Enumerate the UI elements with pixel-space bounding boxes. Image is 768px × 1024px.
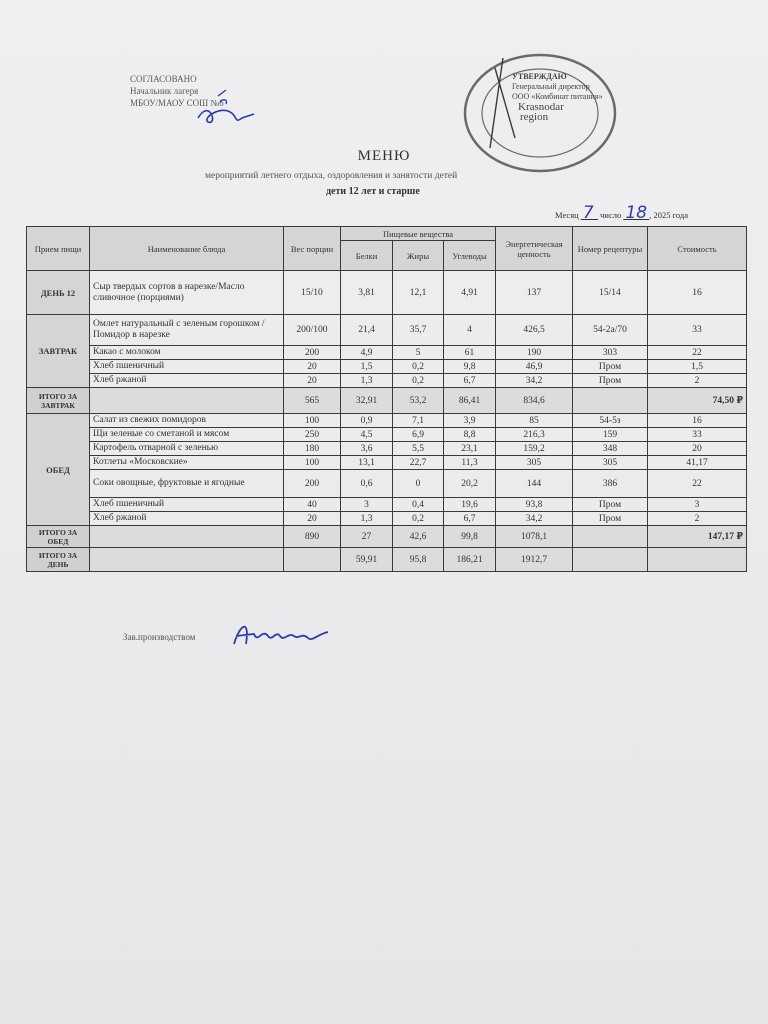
- menu-table: [26, 226, 747, 572]
- dish-name: Салат из свежих помидоров: [90, 414, 284, 428]
- dish-cost: 20: [648, 442, 747, 456]
- approval-signature: [190, 88, 260, 133]
- dish-weight: 180: [284, 442, 341, 456]
- dish-carbs: 19,6: [444, 498, 496, 512]
- lunch-row: [27, 442, 747, 456]
- dish-protein: 13,1: [341, 456, 393, 470]
- dish-energy: 34,2: [496, 374, 573, 388]
- total-empty-recipe: [573, 388, 648, 414]
- dish-recipe: 159: [573, 428, 648, 442]
- dish-energy: 305: [496, 456, 573, 470]
- dish-carbs: 3,9: [444, 414, 496, 428]
- dish-fat: 7,1: [393, 414, 444, 428]
- total-empty-recipe: [573, 526, 648, 548]
- approval-school: МБОУ/МАОУ СОШ №6: [130, 98, 224, 108]
- day-total-energy: 1912,7: [496, 548, 573, 572]
- footer-signature: [228, 614, 338, 654]
- dish-fat: 0,4: [393, 498, 444, 512]
- dish-weight: 20: [284, 360, 341, 374]
- dish-cost: 33: [648, 428, 747, 442]
- dish-name: Соки овощные, фруктовые и ягодные: [90, 470, 284, 498]
- dish-fat: 35,7: [393, 315, 444, 346]
- dish-weight: 100: [284, 456, 341, 470]
- header-weight: Вес порции: [284, 227, 341, 271]
- date-line: Месяц 7 число 18 , 2025 года: [555, 203, 688, 223]
- dish-carbs: 61: [444, 346, 496, 360]
- dish-weight: 100: [284, 414, 341, 428]
- total-protein: 27: [341, 526, 393, 548]
- day-total-empty-cost: [648, 548, 747, 572]
- dish-weight: 200/100: [284, 315, 341, 346]
- day-total-row: [27, 548, 747, 572]
- dish-carbs: 9,8: [444, 360, 496, 374]
- dish-energy: 85: [496, 414, 573, 428]
- header-dish: Наименование блюда: [90, 227, 284, 271]
- header-meal: Прием пищи: [27, 227, 90, 271]
- lunch-row: [27, 456, 747, 470]
- dish-weight: 20: [284, 374, 341, 388]
- dish-protein: 1,3: [341, 512, 393, 526]
- dish-protein: 0,6: [341, 470, 393, 498]
- dish-weight: 40: [284, 498, 341, 512]
- dish-protein: 0,9: [341, 414, 393, 428]
- dish-protein: 1,3: [341, 374, 393, 388]
- dish-cost: 22: [648, 470, 747, 498]
- breakfast-row: [27, 360, 747, 374]
- dish-carbs: 11,3: [444, 456, 496, 470]
- dish-protein: 4,9: [341, 346, 393, 360]
- dish-protein: 3: [341, 498, 393, 512]
- stamp-line-5: region: [520, 111, 549, 123]
- dish-weight: 250: [284, 428, 341, 442]
- dish-name: Котлеты «Московские»: [90, 456, 284, 470]
- breakfast-total-label: ИТОГО ЗА ЗАВТРАК: [27, 388, 90, 414]
- dish-cost: 22: [648, 346, 747, 360]
- dish-weight: 200: [284, 470, 341, 498]
- breakfast-total-row: [27, 388, 747, 414]
- dish-protein: 1,5: [341, 360, 393, 374]
- total-energy: 1078,1: [496, 526, 573, 548]
- dish-cost: 1,5: [648, 360, 747, 374]
- lunch-label: ОБЕД: [27, 414, 90, 526]
- day-label: число: [600, 210, 622, 220]
- dish-recipe: 348: [573, 442, 648, 456]
- dish-recipe: Пром: [573, 360, 648, 374]
- header-recipe: Номер рецептуры: [573, 227, 648, 271]
- dish-fat: 0,2: [393, 360, 444, 374]
- dish-recipe: 305: [573, 456, 648, 470]
- dish-cost: 3: [648, 498, 747, 512]
- breakfast-label: ЗАВТРАК: [27, 315, 90, 388]
- dish-energy: 34,2: [496, 512, 573, 526]
- total-fat: 42,6: [393, 526, 444, 548]
- dish-fat: 0,2: [393, 374, 444, 388]
- day-total-protein: 59,91: [341, 548, 393, 572]
- day-total-fat: 95,8: [393, 548, 444, 572]
- breakfast-row: [27, 346, 747, 360]
- dish-name: Картофель отварной с зеленью: [90, 442, 284, 456]
- day-energy: 137: [496, 271, 573, 315]
- day-total-empty-recipe: [573, 548, 648, 572]
- dish-recipe: Пром: [573, 374, 648, 388]
- total-fat: 53,2: [393, 388, 444, 414]
- dish-carbs: 4: [444, 315, 496, 346]
- page-subtitle: мероприятий летнего отдыха, оздоровления и занятости детей: [205, 171, 458, 181]
- dish-cost: 41,17: [648, 456, 747, 470]
- day-protein: 3,81: [341, 271, 393, 315]
- total-cost: 147,17 ₽: [648, 526, 747, 548]
- day-total-carbs: 186,21: [444, 548, 496, 572]
- day-recipe: 15/14: [573, 271, 648, 315]
- dish-energy: 46,9: [496, 360, 573, 374]
- breakfast-row: [27, 315, 747, 346]
- month-value: 7: [582, 203, 594, 223]
- lunch-row: [27, 498, 747, 512]
- total-empty-dish: [90, 388, 284, 414]
- dish-recipe: Пром: [573, 512, 648, 526]
- dish-energy: 426,5: [496, 315, 573, 346]
- dish-fat: 5: [393, 346, 444, 360]
- month-label: Месяц: [555, 210, 579, 220]
- header-protein: Белки: [341, 241, 393, 271]
- dish-carbs: 8,8: [444, 428, 496, 442]
- header-fat: Жиры: [393, 241, 444, 271]
- header-energy: Энергетическая ценность: [496, 227, 573, 271]
- dish-carbs: 6,7: [444, 512, 496, 526]
- dish-energy: 93,8: [496, 498, 573, 512]
- dish-protein: 3,6: [341, 442, 393, 456]
- dish-cost: 2: [648, 374, 747, 388]
- total-protein: 32,91: [341, 388, 393, 414]
- footer-position: Зав.производством: [123, 632, 196, 642]
- dish-name: Хлеб пшеничный: [90, 498, 284, 512]
- menu-body: [27, 271, 747, 572]
- dish-fat: 6,9: [393, 428, 444, 442]
- dish-energy: 144: [496, 470, 573, 498]
- dish-protein: 4,5: [341, 428, 393, 442]
- lunch-row: [27, 512, 747, 526]
- dish-name: Хлеб ржаной: [90, 512, 284, 526]
- dish-protein: 21,4: [341, 315, 393, 346]
- dish-energy: 216,3: [496, 428, 573, 442]
- total-energy: 834,6: [496, 388, 573, 414]
- dish-recipe: 54-2а/70: [573, 315, 648, 346]
- dish-fat: 5,5: [393, 442, 444, 456]
- year-text: 2025 года: [653, 210, 688, 220]
- total-weight: 565: [284, 388, 341, 414]
- total-weight: 890: [284, 526, 341, 548]
- day-row: [27, 271, 747, 315]
- day-label: ДЕНЬ 12: [27, 271, 90, 315]
- dish-carbs: 23,1: [444, 442, 496, 456]
- breakfast-row: [27, 374, 747, 388]
- day-value: 18: [625, 203, 648, 223]
- header-nutrients: Пищевые вещества: [341, 227, 496, 241]
- day-carbs: 4,91: [444, 271, 496, 315]
- approval-position: Начальник лагеря: [130, 86, 199, 96]
- stamp-line-2: Генеральный директор: [512, 82, 590, 91]
- day-cost: 16: [648, 271, 747, 315]
- header-cost: Стоимость: [648, 227, 747, 271]
- age-group: дети 12 лет и старше: [326, 186, 420, 197]
- lunch-row: [27, 414, 747, 428]
- lunch-row: [27, 428, 747, 442]
- dish-weight: 200: [284, 346, 341, 360]
- dish-name: Щи зеленые со сметаной и мясом: [90, 428, 284, 442]
- dish-name: Хлеб пшеничный: [90, 360, 284, 374]
- day-fat: 12,1: [393, 271, 444, 315]
- dish-name: Какао с молоком: [90, 346, 284, 360]
- approval-heading: СОГЛАСОВАНО: [130, 74, 197, 84]
- stamp-text: [512, 72, 603, 122]
- dish-name: Хлеб ржаной: [90, 374, 284, 388]
- dish-recipe: 386: [573, 470, 648, 498]
- dish-fat: 0,2: [393, 512, 444, 526]
- lunch-row: [27, 470, 747, 498]
- dish-cost: 16: [648, 414, 747, 428]
- total-carbs: 86,41: [444, 388, 496, 414]
- day-total-empty-dish: [90, 548, 284, 572]
- lunch-total-label: ИТОГО ЗА ОБЕД: [27, 526, 90, 548]
- total-empty-dish: [90, 526, 284, 548]
- dish-recipe: Пром: [573, 498, 648, 512]
- dish-energy: 190: [496, 346, 573, 360]
- stamp-line-3: ООО «Комбинат питания»: [512, 92, 603, 101]
- lunch-total-row: [27, 526, 747, 548]
- dish-recipe: 303: [573, 346, 648, 360]
- total-cost: 74,50 ₽: [648, 388, 747, 414]
- page-title: МЕНЮ: [357, 148, 411, 164]
- dish-weight: 20: [284, 512, 341, 526]
- dish-energy: 159,2: [496, 442, 573, 456]
- dish-recipe: 54-5з: [573, 414, 648, 428]
- day-dish: Сыр твердых сортов в нарезке/Масло сливочное (порциями): [90, 271, 284, 315]
- day-weight: 15/10: [284, 271, 341, 315]
- dish-cost: 33: [648, 315, 747, 346]
- total-carbs: 99,8: [444, 526, 496, 548]
- header-carbs: Углеводы: [444, 241, 496, 271]
- dish-carbs: 20,2: [444, 470, 496, 498]
- dish-carbs: 6,7: [444, 374, 496, 388]
- day-total-label: ИТОГО ЗА ДЕНЬ: [27, 548, 90, 572]
- dish-name: Омлет натуральный с зеленым горошком /Помидор в нарезке: [90, 315, 284, 346]
- dish-fat: 0: [393, 470, 444, 498]
- dish-cost: 2: [648, 512, 747, 526]
- day-total-empty-weight: [284, 548, 341, 572]
- stamp-line-4: Krasnodar: [518, 101, 564, 113]
- stamp-line-1: УТВЕРЖДАЮ: [512, 72, 567, 81]
- dish-fat: 22,7: [393, 456, 444, 470]
